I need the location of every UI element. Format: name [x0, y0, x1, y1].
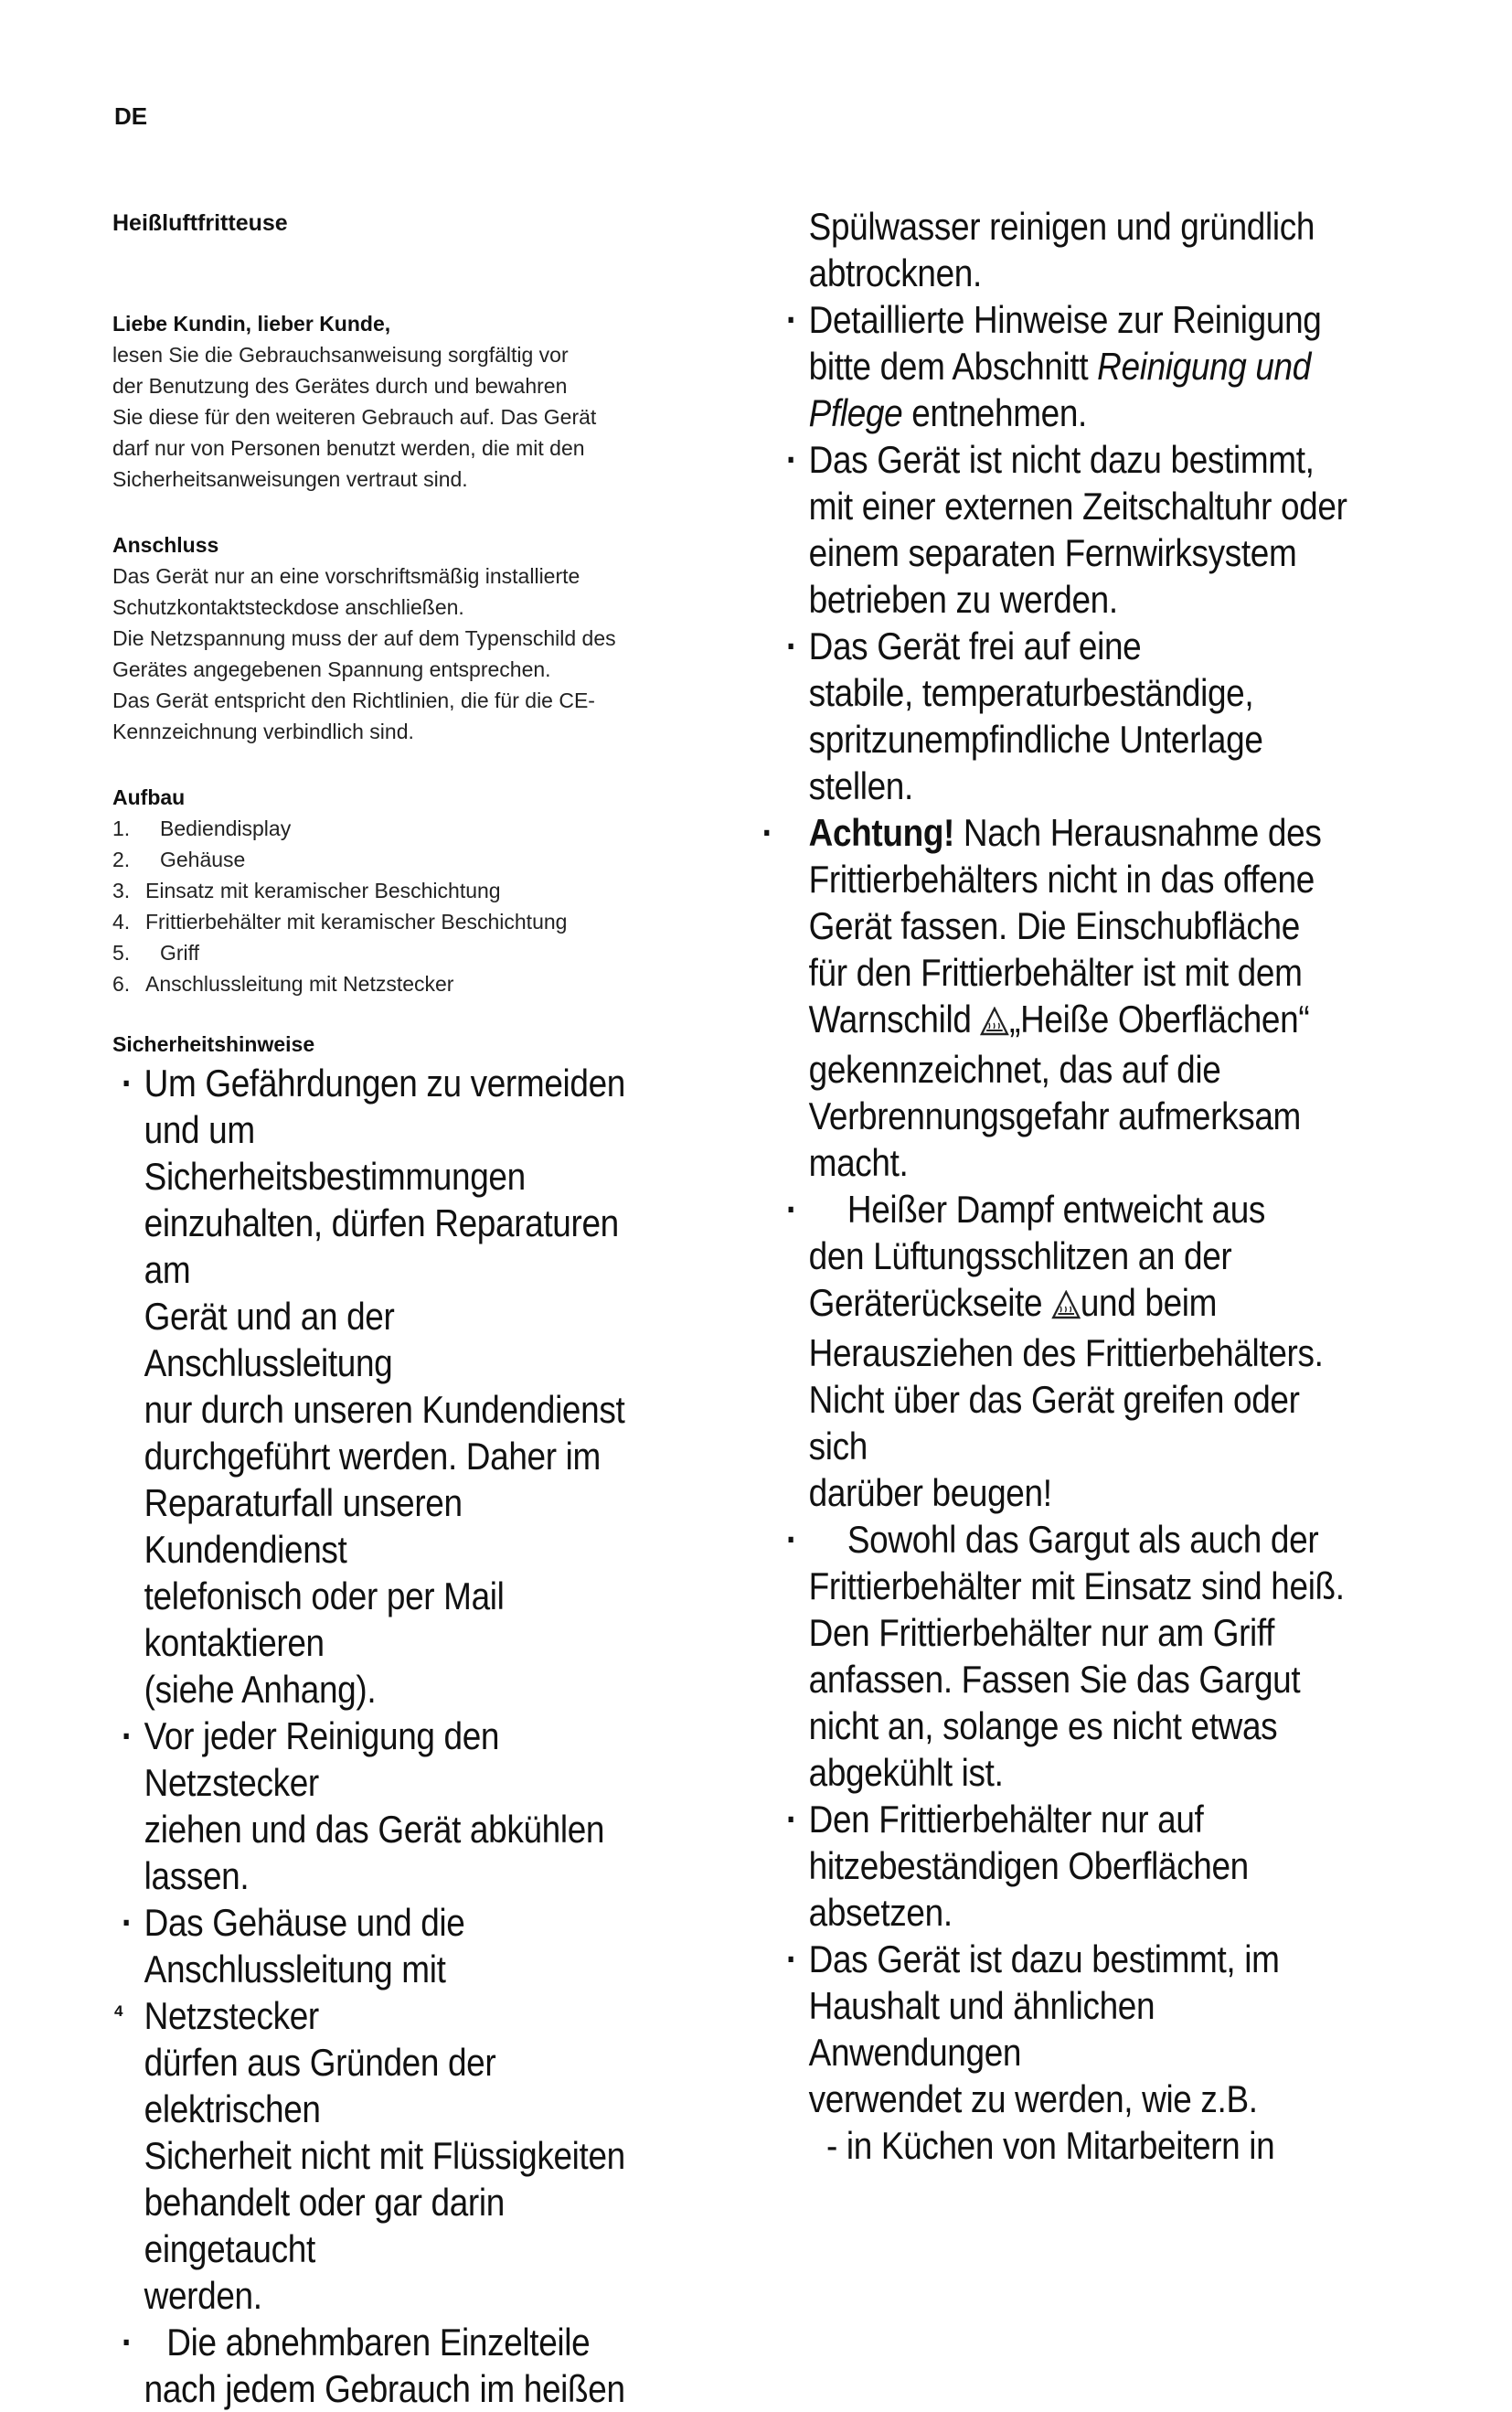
safety-item — [122, 1713, 628, 1899]
safety-heading: Sicherheitshinweise — [112, 1032, 315, 1056]
text-run: bitte dem Abschnitt — [808, 345, 1098, 388]
sub-item: - in Küchen von Mitarbeitern in — [826, 2124, 1275, 2167]
text-line — [786, 1186, 1349, 1233]
safety-section — [112, 1029, 697, 1060]
text-line: anfassen. Fassen Sie das Gargut — [808, 1658, 1301, 1701]
text-run: „Heiße Oberflächen“ — [1009, 998, 1310, 1041]
heat-item — [786, 1796, 1349, 1936]
document-title: Heißluftfritteuse — [112, 210, 288, 236]
intro-line: Sie diese für den weiteren Gebrauch auf. Das Gerät — [112, 405, 597, 429]
dampf-item — [786, 1186, 1349, 1516]
text-run: Sowohl das Gargut als auch der — [847, 1518, 1319, 1561]
aufbau-item-text: Griff — [160, 941, 200, 965]
text-line: Das Gerät ist nicht dazu bestimmt, — [808, 438, 1315, 481]
text-run: entnehmen. — [902, 391, 1087, 434]
aufbau-item — [112, 813, 697, 844]
hot-surface-warning-icon — [980, 999, 1009, 1046]
text-line: absetzen. — [808, 1891, 953, 1934]
safety-line: nach jedem Gebrauch im heißen — [144, 2367, 625, 2410]
text-line: Das Gerät frei auf eine — [808, 624, 1142, 667]
safety-line: (siehe Anhang). — [144, 1668, 377, 1711]
text-line: mit einer externen Zeitschaltuhr oder — [808, 485, 1347, 528]
bullet: · — [786, 1188, 797, 1231]
safety-line: nur durch unseren Kundendienst — [144, 1388, 625, 1431]
anschluss-line: Das Gerät entspricht den Richtlinien, die für die CE- — [112, 688, 595, 712]
aufbau-item-text: Bediendisplay — [160, 816, 292, 840]
gargut-item — [786, 1516, 1349, 1796]
safety-line: dürfen aus Gründen der elektrischen — [144, 2041, 496, 2130]
text-run: und beim — [1080, 1281, 1218, 1324]
text-line: abtrocknen. — [808, 251, 982, 294]
safety-line: telefonisch oder per Mail kontaktieren — [144, 1574, 505, 1664]
text-line — [809, 809, 1349, 856]
text-line: abgekühlt ist. — [808, 1751, 1004, 1794]
safety-line: und um Sicherheitsbestimmungen — [144, 1108, 526, 1198]
household-item — [786, 1936, 1349, 2169]
safety-line: Sicherheit nicht mit Flüssigkeiten — [144, 2134, 625, 2177]
aufbau-item — [112, 844, 697, 875]
intro-heading: Liebe Kundin, lieber Kunde, — [112, 312, 391, 336]
bullet: · — [786, 624, 797, 667]
aufbau-section — [112, 782, 697, 999]
bullet: · — [786, 298, 797, 341]
safety-item — [122, 2319, 628, 2412]
section-reference: Reinigung und — [1097, 345, 1311, 388]
intro-line: Sicherheitsanweisungen vertraut sind. — [112, 467, 468, 491]
text-line: betrieben zu werden. — [808, 578, 1118, 621]
surface-item — [786, 623, 1349, 809]
aufbau-item-number: 6. — [112, 972, 131, 996]
anschluss-line: Gerätes angegebenen Spannung entsprechen. — [112, 657, 551, 681]
aufbau-item-number: 3. — [112, 879, 131, 902]
page-number: 4 — [114, 2002, 123, 2020]
anschluss-heading: Anschluss — [112, 533, 219, 557]
right-column — [761, 203, 1349, 2169]
anschluss-line: Kennzeichnung verbindlich sind. — [112, 720, 414, 743]
text-line: Haushalt und ähnlichen Anwendungen — [808, 1984, 1155, 2074]
bullet: · — [122, 2321, 133, 2364]
safety-line: Gerät und an der Anschlussleitung — [144, 1295, 395, 1384]
text-line — [809, 996, 1349, 1046]
safety-line: Um Gefährdungen zu vermeiden — [144, 1062, 626, 1105]
safety-item — [122, 1060, 628, 1713]
safety-list — [122, 1060, 628, 2412]
text-line: Frittierbehälters nicht in das offene — [808, 858, 1315, 901]
language-code: DE — [114, 102, 148, 130]
text-line: den Lüftungsschlitzen an der — [808, 1234, 1232, 1277]
timer-item — [786, 436, 1349, 623]
safety-line: Anschlussleitung mit Netzstecker — [144, 1948, 446, 2037]
safety-line: lassen. — [144, 1854, 250, 1897]
safety-line: Die abnehmbaren Einzelteile — [166, 2321, 591, 2364]
safety-line: werden. — [144, 2274, 262, 2317]
text-line: hitzebeständigen Oberflächen — [808, 1844, 1249, 1887]
safety-line: Vor jeder Reinigung den Netzstecker — [144, 1714, 500, 1804]
text-run: Warnschild — [808, 998, 981, 1041]
bullet: · — [122, 1062, 133, 1105]
intro-line: darf nur von Personen benutzt werden, die mit den — [112, 436, 585, 460]
bullet: · — [761, 811, 773, 854]
aufbau-item — [112, 906, 697, 937]
text-line: gekennzeichnet, das auf die — [808, 1048, 1221, 1091]
text-line: Gerät fassen. Die Einschubfläche — [808, 904, 1300, 947]
text-run: Geräterückseite — [808, 1281, 1052, 1324]
text-line: Detaillierte Hinweise zur Reinigung — [808, 298, 1322, 341]
text-run: Heißer Dampf entweicht aus — [847, 1188, 1266, 1231]
text-line: Frittierbehälter mit Einsatz sind heiß. — [808, 1564, 1345, 1607]
bullet: · — [786, 1798, 797, 1841]
achtung-item — [762, 809, 1349, 1186]
text-line — [809, 390, 1349, 436]
aufbau-heading: Aufbau — [112, 785, 186, 809]
aufbau-item-text: Anschlussleitung mit Netzstecker — [145, 972, 454, 996]
aufbau-item-number: 2. — [112, 848, 131, 871]
intro-line: der Benutzung des Gerätes durch und bewahren — [112, 374, 568, 398]
text-line: Spülwasser reinigen und gründlich — [808, 205, 1315, 248]
text-line: Das Gerät ist dazu bestimmt, im — [808, 1937, 1280, 1980]
aufbau-item-number: 5. — [112, 941, 131, 965]
cleaning-item — [786, 296, 1349, 436]
safety-line: durchgeführt werden. Daher im — [144, 1435, 601, 1478]
text-line — [786, 1516, 1349, 1563]
aufbau-item — [112, 937, 697, 968]
aufbau-item — [112, 875, 697, 906]
bullet: · — [122, 1901, 133, 1944]
text-line: spritzunempfindliche Unterlage stellen. — [808, 718, 1263, 807]
warning-label: Achtung! — [808, 811, 955, 854]
aufbau-item-number: 4. — [112, 910, 131, 934]
text-line: Den Frittierbehälter nur auf — [808, 1798, 1204, 1841]
safety-line: Reparaturfall unseren Kundendienst — [144, 1481, 463, 1571]
text-line: Verbrennungsgefahr aufmerksam — [808, 1094, 1301, 1137]
bullet: · — [786, 1937, 797, 1980]
safety-line: Das Gehäuse und die — [144, 1901, 465, 1944]
anschluss-line: Das Gerät nur an eine vorschriftsmäßig installierte — [112, 564, 580, 588]
hot-steam-warning-icon — [1051, 1283, 1081, 1329]
intro-section — [112, 308, 697, 495]
aufbau-item — [112, 968, 697, 999]
text-line: nicht an, solange es nicht etwas — [808, 1704, 1278, 1747]
safety-line: ziehen und das Gerät abkühlen — [144, 1808, 605, 1851]
text-line: macht. — [808, 1141, 909, 1184]
anschluss-section — [112, 529, 697, 747]
aufbau-item-text: Frittierbehälter mit keramischer Beschichtung — [145, 910, 568, 934]
anschluss-line: Die Netzspannung muss der auf dem Typenschild des — [112, 626, 616, 650]
text-line: für den Frittierbehälter ist mit dem — [808, 951, 1303, 994]
safety-item — [122, 1899, 628, 2319]
bullet: · — [786, 1518, 797, 1561]
safety-line: einzuhalten, dürfen Reparaturen am — [144, 1201, 619, 1291]
text-line — [809, 343, 1349, 390]
safety-line: behandelt oder gar darin eingetaucht — [144, 2181, 505, 2270]
section-reference: Pflege — [808, 391, 903, 434]
anschluss-line: Schutzkontaktsteckdose anschließen. — [112, 595, 464, 619]
text-line: einem separaten Fernwirksystem — [808, 531, 1297, 574]
text-line: verwendet zu werden, wie z.B. — [808, 2077, 1258, 2120]
text-run: Nach Herausnahme des — [954, 811, 1322, 854]
bullet: · — [122, 1714, 133, 1757]
text-line: Nicht über das Gerät greifen oder sich — [808, 1378, 1300, 1467]
text-line: Den Frittierbehälter nur am Griff — [808, 1611, 1275, 1654]
text-line: darüber beugen! — [808, 1471, 1052, 1514]
intro-line: lesen Sie die Gebrauchsanweisung sorgfältig vor — [112, 343, 569, 367]
aufbau-item-text: Einsatz mit keramischer Beschichtung — [145, 879, 501, 902]
bullet: · — [786, 438, 797, 481]
text-line: stabile, temperaturbeständige, — [808, 671, 1254, 714]
left-column — [112, 210, 697, 2412]
aufbau-item-text: Gehäuse — [160, 848, 246, 871]
aufbau-item-number: 1. — [112, 816, 131, 840]
text-line: Herausziehen des Frittierbehälters. — [808, 1331, 1324, 1374]
continuation — [786, 203, 1349, 296]
text-line — [809, 1279, 1349, 1329]
